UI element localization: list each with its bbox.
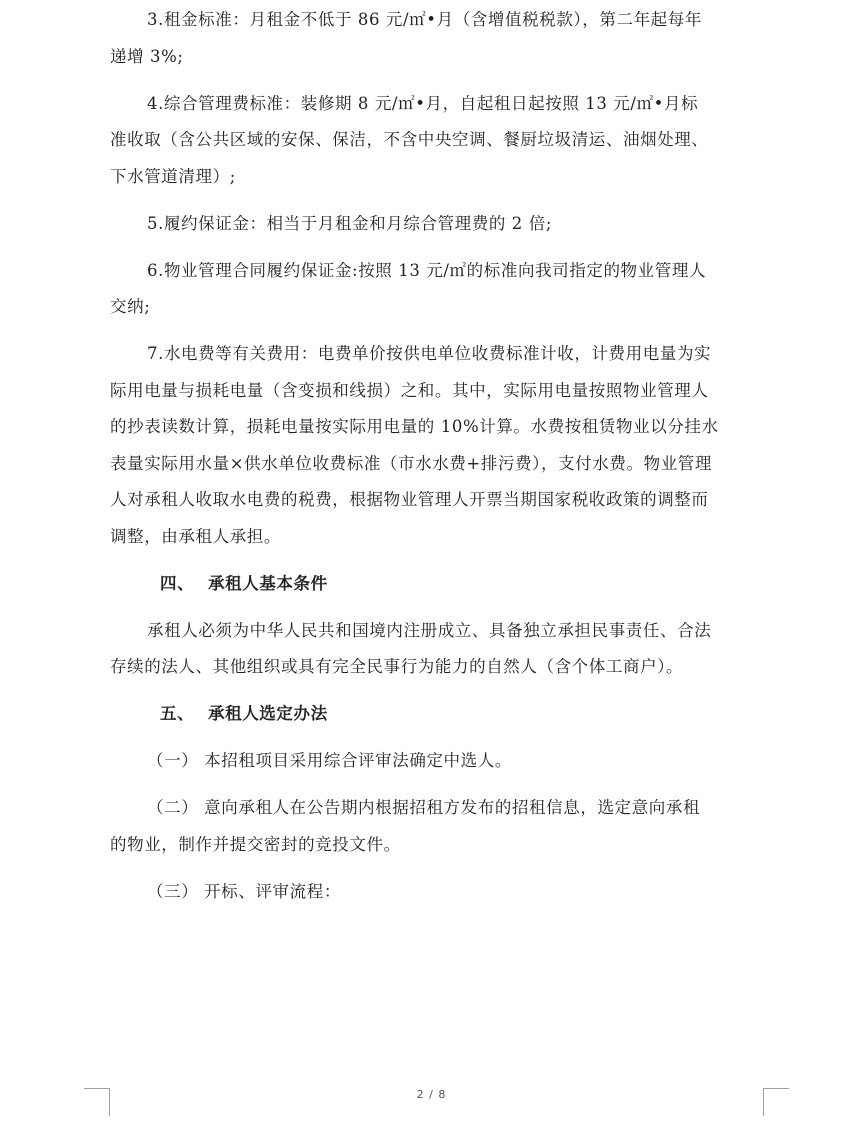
paragraph [110, 874, 760, 911]
paragraph [110, 790, 760, 863]
document-body [110, 2, 760, 910]
paragraph-line: 交纳; [110, 297, 151, 316]
page-number: 2 / 8 [416, 1088, 447, 1101]
paragraph-line: 4.综合管理费标准：装修期 8 元/㎡•月，自起租日起按照 13 元/㎡•月标 [147, 93, 699, 113]
paragraph-line: （三） 开标、评审流程： [147, 881, 341, 901]
paragraph-line: 3.租金标准：月租金不低于 86 元/㎡•月（含增值税税款），第二年起每年 [147, 10, 702, 29]
paragraph [110, 743, 760, 780]
section-heading-line [110, 566, 760, 603]
paragraph-line: 人对承租人收取水电费的税费，根据物业管理人开票当期国家税收政策的调整而 [110, 490, 709, 509]
section-number: 五、 [160, 704, 195, 723]
paragraph-line: （二） 意向承租人在公告期内根据招租方发布的招租信息，选定意向承租 [147, 798, 701, 817]
paragraph-line: 下水管道清理）; [110, 166, 236, 186]
paragraph-line: （一） 本招租项目采用综合评审法确定中选人。 [147, 751, 512, 770]
section-heading [110, 696, 760, 733]
paragraph-line: 表量实际用水量×供水单位收费标准（市水水费+排污费），支付水费。物业管理 [110, 453, 712, 473]
paragraph-line: 调整，由承租人承担。 [110, 526, 281, 546]
paragraph [110, 2, 760, 75]
paragraph-line: 存续的法人、其他组织或具有完全民事行为能力的自然人（含个体工商户）。 [110, 657, 684, 676]
section-title: 承租人基本条件 [208, 573, 328, 593]
paragraph [110, 86, 760, 196]
paragraph-line: 的物业，制作并提交密封的竞投文件。 [110, 834, 401, 854]
paragraph-line: 承租人必须为中华人民共和国境内注册成立、具备独立承担民事责任、合法 [147, 620, 712, 640]
paragraph [110, 613, 760, 686]
paragraph-line: 递增 3%; [110, 46, 184, 66]
section-number: 四、 [160, 573, 195, 593]
paragraph-line: 6.物业管理合同履约保证金:按照 13 元/㎡的标准向我司指定的物业管理人 [147, 260, 707, 280]
section-heading [110, 566, 760, 603]
paragraph-line: 的抄表读数计算，损耗电量按实际用电量的 10%计算。水费按租赁物业以分挂水 [110, 417, 719, 436]
paragraph [110, 206, 760, 243]
section-title: 承租人选定办法 [208, 704, 328, 723]
paragraph [110, 336, 760, 555]
paragraph-line: 际用电量与损耗电量（含变损和线损）之和。其中，实际用电量按照物业管理人 [110, 380, 709, 400]
paragraph-line: 准收取（含公共区域的安保、保洁，不含中央空调、餐厨垃圾清运、油烟处理、 [110, 130, 709, 149]
section-heading-line [110, 696, 760, 733]
paragraph-line: 5.履约保证金：相当于月租金和月综合管理费的 2 倍; [147, 213, 552, 233]
paragraph [110, 253, 760, 326]
paragraph-line: 7.水电费等有关费用：电费单价按供电单位收费标准计收，计费用电量为实 [147, 344, 712, 363]
